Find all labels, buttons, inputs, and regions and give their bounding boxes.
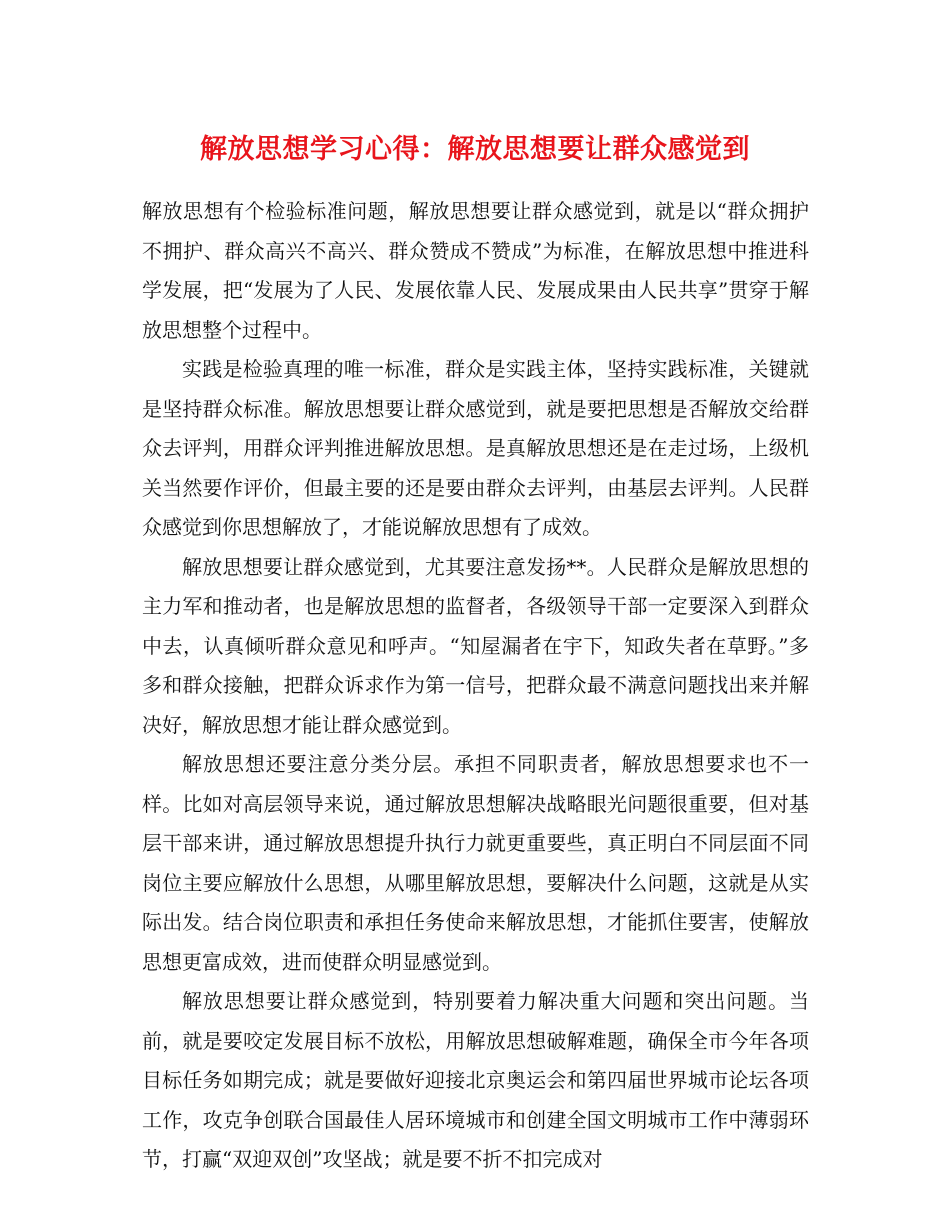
paragraph-3: 解放思想要让群众感觉到，尤其要注意发扬**。人民群众是解放思想的主力军和推动者，也是解放思想的监督者，各级领导干部一定要深入到群众中去，认真倾听群众意见和呼声。“知屋漏者在宇下，知政失者在草野。”多多和群众接触，把群众诉求作为第一信号，把群众最不满意问题找出来并解决好，解放思想才能让群众感觉到。 — [142, 554, 809, 737]
paragraph-4: 解放思想还要注意分类分层。承担不同职责者，解放思想要求也不一样。比如对高层领导来说，通过解放思想解决战略眼光问题很重要，但对基层干部来讲，通过解放思想提升执行力就更重要些，真正明白不同层面不同岗位主要应解放什么思想，从哪里解放思想，要解决什么问题，这就是从实际出发。结合岗位职责和承担任务使命来解放思想，才能抓住要害，使解放思想更富成效，进而使群众明显感觉到。 — [142, 752, 809, 974]
paragraph-1: 解放思想有个检验标准问题，解放思想要让群众感觉到，就是以“群众拥护不拥护、群众高兴不高兴、群众赞成不赞成”为标准，在解放思想中推进科学发展，把“发展为了人民、发展依靠人民、发展成果由人民共享”贯穿于解放思想整个过程中。 — [142, 199, 809, 342]
document-body — [142, 192, 809, 1180]
paragraph-2: 实践是检验真理的唯一标准，群众是实践主体，坚持实践标准，关键就是坚持群众标准。解放思想要让群众感觉到，就是要把思想是否解放交给群众去评判，用群众评判推进解放思想。是真解放思想还是在走过场，上级机关当然要作评价，但最主要的还是要由群众去评判，由基层去评判。人民群众感觉到你思想解放了，才能说解放思想有了成效。 — [142, 357, 809, 539]
paragraph-5: 解放思想要让群众感觉到，特别要着力解决重大问题和突出问题。当前，就是要咬定发展目标不放松，用解放思想破解难题，确保全市今年各项目标任务如期完成；就是要做好迎接北京奥运会和第四届世界城市论坛各项工作，攻克争创联合国最佳人居环境城市和创建全国文明城市工作中薄弱环节，打赢“双迎双创”攻坚战；就是要不折不扣完成对 — [142, 989, 809, 1171]
document-title: 解放思想学习心得：解放思想要让群众感觉到 — [200, 134, 750, 165]
